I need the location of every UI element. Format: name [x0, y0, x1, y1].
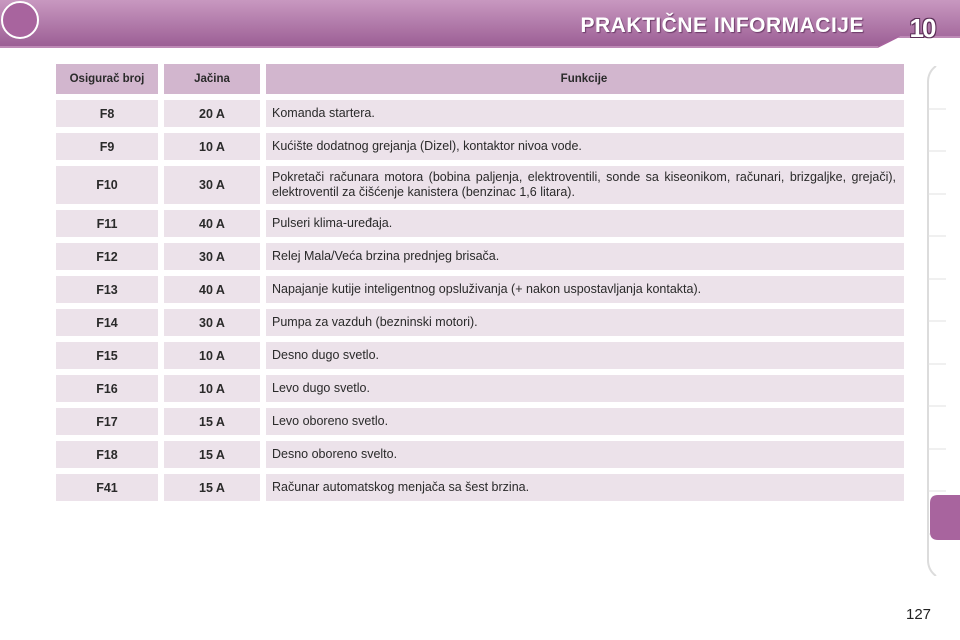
table-row: [56, 375, 904, 402]
fuse-id: F41: [56, 474, 158, 501]
table-row: [56, 276, 904, 303]
fuse-function: Pumpa za vazduh (bezninski motori).: [266, 309, 904, 336]
fuse-rating: 15 A: [164, 441, 260, 468]
table-row: [56, 210, 904, 237]
table-row: [56, 408, 904, 435]
page-title: PRAKTIČNE INFORMACIJE: [580, 14, 864, 37]
fuse-table: [56, 64, 904, 507]
fuse-rating: 30 A: [164, 243, 260, 270]
table-row: [56, 100, 904, 127]
page-header: [0, 0, 960, 52]
fuse-id: F17: [56, 408, 158, 435]
fuse-rating: 10 A: [164, 342, 260, 369]
chapter-tabs[interactable]: [926, 66, 960, 576]
fuse-function: Komanda startera.: [266, 100, 904, 127]
fuse-rating: 15 A: [164, 474, 260, 501]
table-row: [56, 309, 904, 336]
fuse-rating: 30 A: [164, 309, 260, 336]
column-header-rating: Jačina: [164, 64, 260, 94]
column-header-functions: Funkcije: [266, 64, 904, 94]
fuse-function: Levo dugo svetlo.: [266, 375, 904, 402]
fuse-rating: 10 A: [164, 133, 260, 160]
table-row: [56, 166, 904, 204]
fuse-id: F14: [56, 309, 158, 336]
fuse-function: Levo oboreno svetlo.: [266, 408, 904, 435]
fuse-rating: 15 A: [164, 408, 260, 435]
fuse-id: F16: [56, 375, 158, 402]
table-row: [56, 243, 904, 270]
fuse-id: F11: [56, 210, 158, 237]
fuse-function: Pulseri klima-uređaja.: [266, 210, 904, 237]
table-row: [56, 474, 904, 501]
fuse-function: Relej Mala/Veća brzina prednjeg brisača.: [266, 243, 904, 270]
chapter-badge-icon: [0, 0, 40, 40]
table-header-row: [56, 64, 904, 94]
fuse-function: Desno dugo svetlo.: [266, 342, 904, 369]
fuse-function: Pokretači računara motora (bobina paljenja, elektroventili, sonde sa kiseonikom, računari, brizgaljke, grejači), elektroventil za čišćenje kanistera (benzinac 1,6 litara).: [266, 166, 904, 204]
fuse-function: Računar automatskog menjača sa šest brzina.: [266, 474, 904, 501]
fuse-id: F10: [56, 166, 158, 204]
fuse-rating: 40 A: [164, 210, 260, 237]
fuse-id: F8: [56, 100, 158, 127]
fuse-rating: 40 A: [164, 276, 260, 303]
fuse-function: Desno oboreno svelto.: [266, 441, 904, 468]
fuse-id: F9: [56, 133, 158, 160]
fuse-rating: 30 A: [164, 166, 260, 204]
table-row: [56, 133, 904, 160]
fuse-function: Kućište dodatnog grejanja (Dizel), kontaktor nivoa vode.: [266, 133, 904, 160]
fuse-id: F15: [56, 342, 158, 369]
fuse-id: F13: [56, 276, 158, 303]
fuse-function: Napajanje kutije inteligentnog opsluživanja (+ nakon uspostavljanja kontakta).: [266, 276, 904, 303]
chapter-number: 10: [909, 13, 935, 43]
fuse-rating: 20 A: [164, 100, 260, 127]
table-row: [56, 342, 904, 369]
table-row: [56, 441, 904, 468]
fuse-id: F18: [56, 441, 158, 468]
fuse-rating: 10 A: [164, 375, 260, 402]
page-number: 127: [906, 606, 932, 623]
fuse-id: F12: [56, 243, 158, 270]
active-chapter-tab[interactable]: [930, 495, 960, 540]
column-header-fuse-number: Osigurač broj: [56, 64, 158, 94]
